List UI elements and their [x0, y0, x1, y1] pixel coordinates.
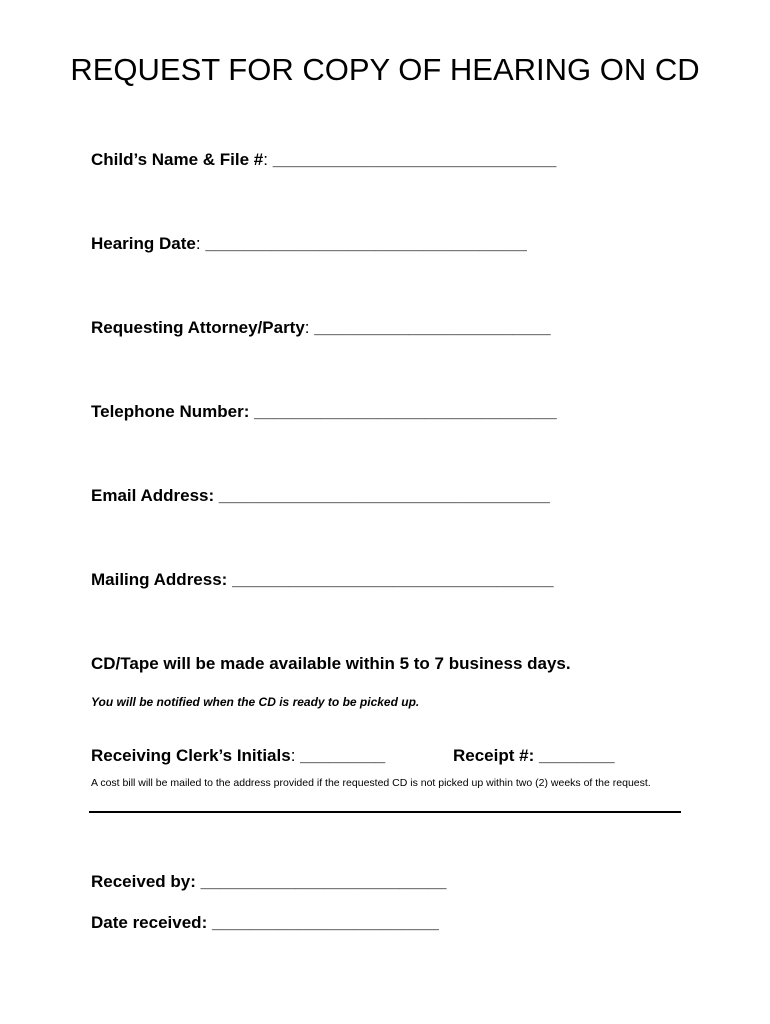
- received-by-label: Received by:: [91, 872, 196, 891]
- child-name-blank[interactable]: ______________________________: [272, 150, 557, 169]
- mailing-address-field[interactable]: [91, 570, 554, 590]
- mailing-address-label: Mailing Address:: [91, 570, 228, 589]
- telephone-label: Telephone Number:: [91, 402, 250, 421]
- receipt-field[interactable]: [453, 746, 615, 766]
- email-label: Email Address:: [91, 486, 215, 505]
- email-field[interactable]: [91, 486, 550, 506]
- child-name-field[interactable]: [91, 150, 556, 170]
- form-title: REQUEST FOR COPY OF HEARING ON CD: [70, 52, 700, 87]
- cost-bill-note: A cost bill will be mailed to the address provided if the requested CD is not picked up within two (2) weeks of the request.: [91, 777, 651, 789]
- hearing-date-colon: :: [195, 234, 201, 253]
- date-received-field[interactable]: [91, 913, 439, 933]
- telephone-field[interactable]: [91, 402, 557, 422]
- mailing-address-blank[interactable]: __________________________________: [232, 570, 554, 589]
- date-received-blank[interactable]: ________________________: [211, 913, 439, 932]
- hearing-date-field[interactable]: [91, 234, 527, 254]
- clerk-initials-label: Receiving Clerk’s Initials: [91, 746, 291, 765]
- child-name-label: Child’s Name & File #: [91, 150, 264, 169]
- telephone-blank[interactable]: ________________________________: [254, 402, 557, 421]
- hearing-date-blank[interactable]: __________________________________: [205, 234, 527, 253]
- received-by-field[interactable]: [91, 872, 446, 892]
- requesting-party-blank[interactable]: _________________________: [314, 318, 551, 337]
- email-blank[interactable]: ___________________________________: [218, 486, 550, 505]
- availability-note: CD/Tape will be made available within 5 to 7 business days.: [91, 654, 571, 673]
- receipt-blank[interactable]: ________: [538, 746, 615, 765]
- child-name-colon: :: [263, 150, 268, 169]
- divider-line: [89, 811, 681, 813]
- date-received-label: Date received:: [91, 913, 208, 932]
- received-by-blank[interactable]: __________________________: [200, 872, 447, 891]
- requesting-party-colon: :: [304, 318, 310, 337]
- requesting-party-label: Requesting Attorney/Party: [91, 318, 305, 337]
- clerk-initials-blank[interactable]: _________: [300, 746, 386, 765]
- clerk-initials-field[interactable]: [91, 746, 385, 766]
- notify-note: You will be notified when the CD is ready to be picked up.: [91, 695, 420, 709]
- clerk-initials-colon: :: [290, 746, 296, 765]
- requesting-party-field[interactable]: [91, 318, 551, 338]
- receipt-label: Receipt #:: [453, 746, 535, 765]
- hearing-date-label: Hearing Date: [91, 234, 196, 253]
